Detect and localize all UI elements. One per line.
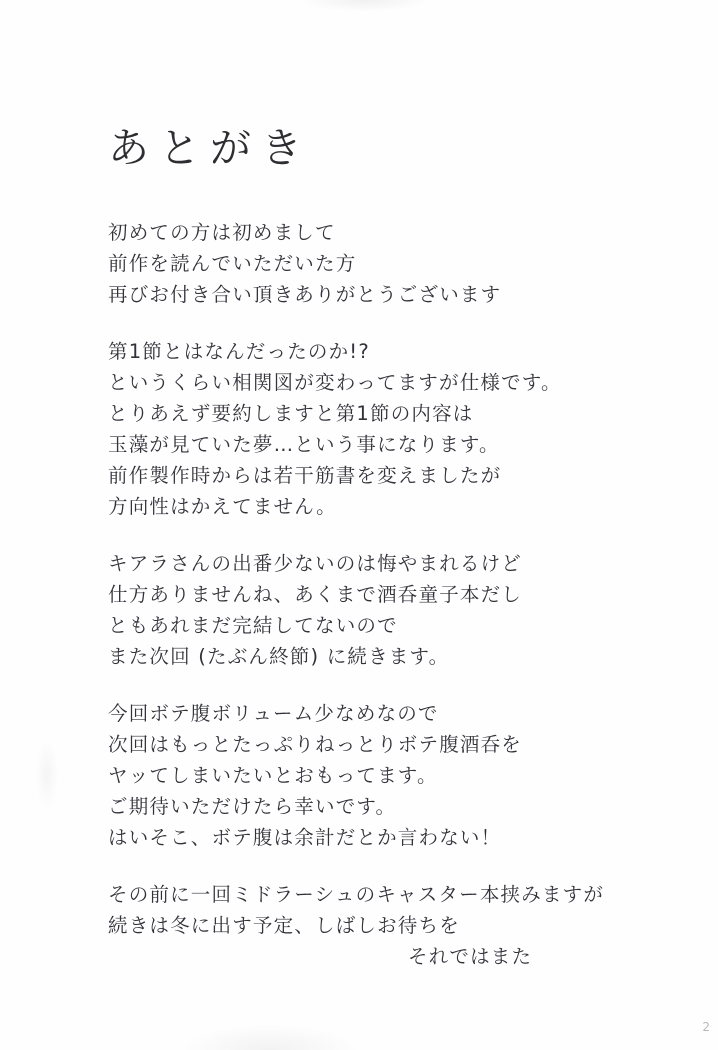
text-line: ご期待いただけたら幸いです。 <box>108 795 397 819</box>
text-line: 初めての方は初めまして <box>108 221 336 245</box>
paragraph-closing-notes <box>108 879 648 972</box>
scan-artifact-top <box>300 0 430 12</box>
scan-artifact-left <box>36 740 58 810</box>
text-line: 再びお付き合い頂きありがとうございます <box>108 283 502 307</box>
text-line: というくらい相関図が変わってますが仕様です。 <box>108 371 562 395</box>
text-line: 第1節とはなんだったのか!? <box>108 340 370 364</box>
text-line: ヤッてしまいたいとおもってます。 <box>108 764 438 788</box>
text-line: 次回はもっとたっぷりねっとりボテ腹酒呑を <box>108 733 523 757</box>
paragraph-kiara-notes <box>108 548 648 672</box>
text-line: 続きは冬に出す予定、しばしお待ちを <box>108 914 460 938</box>
page-title: あとがき <box>108 124 312 172</box>
scan-artifact-bottom <box>180 1024 360 1050</box>
text-line: また次回 (たぶん終節) に続きます。 <box>108 645 450 669</box>
text-line: 玉藻が見ていた夢…という事になります。 <box>108 433 500 457</box>
paragraph-next-volume-notes <box>108 698 648 853</box>
text-line: はいそこ、ボテ腹は余計だとか言わない！ <box>108 826 502 850</box>
signoff-line: それではまた <box>408 945 533 969</box>
afterword-content <box>108 126 648 972</box>
text-line: キアラさんの出番少ないのは悔やまれるけど <box>108 552 523 576</box>
paragraph-section-one-notes <box>108 336 648 522</box>
text-line: その前に一回ミドラーシュのキャスター本挟みますが <box>108 883 605 907</box>
text-line: とりあえず要約しますと第1節の内容は <box>108 402 474 426</box>
text-line: 方向性はかえてません。 <box>108 495 337 519</box>
text-line: 前作を読んでいただいた方 <box>108 252 357 276</box>
text-line: ともあれまだ完結してないので <box>108 614 398 638</box>
text-line: 今回ボテ腹ボリューム少なめなので <box>108 702 439 726</box>
text-line: 仕方ありませんね、あくまで酒呑童子本だし <box>108 583 523 607</box>
page-number: 2 <box>702 1020 710 1034</box>
text-line: 前作製作時からは若干筋書を変えましたが <box>108 464 502 488</box>
paragraph-greeting <box>108 217 648 310</box>
